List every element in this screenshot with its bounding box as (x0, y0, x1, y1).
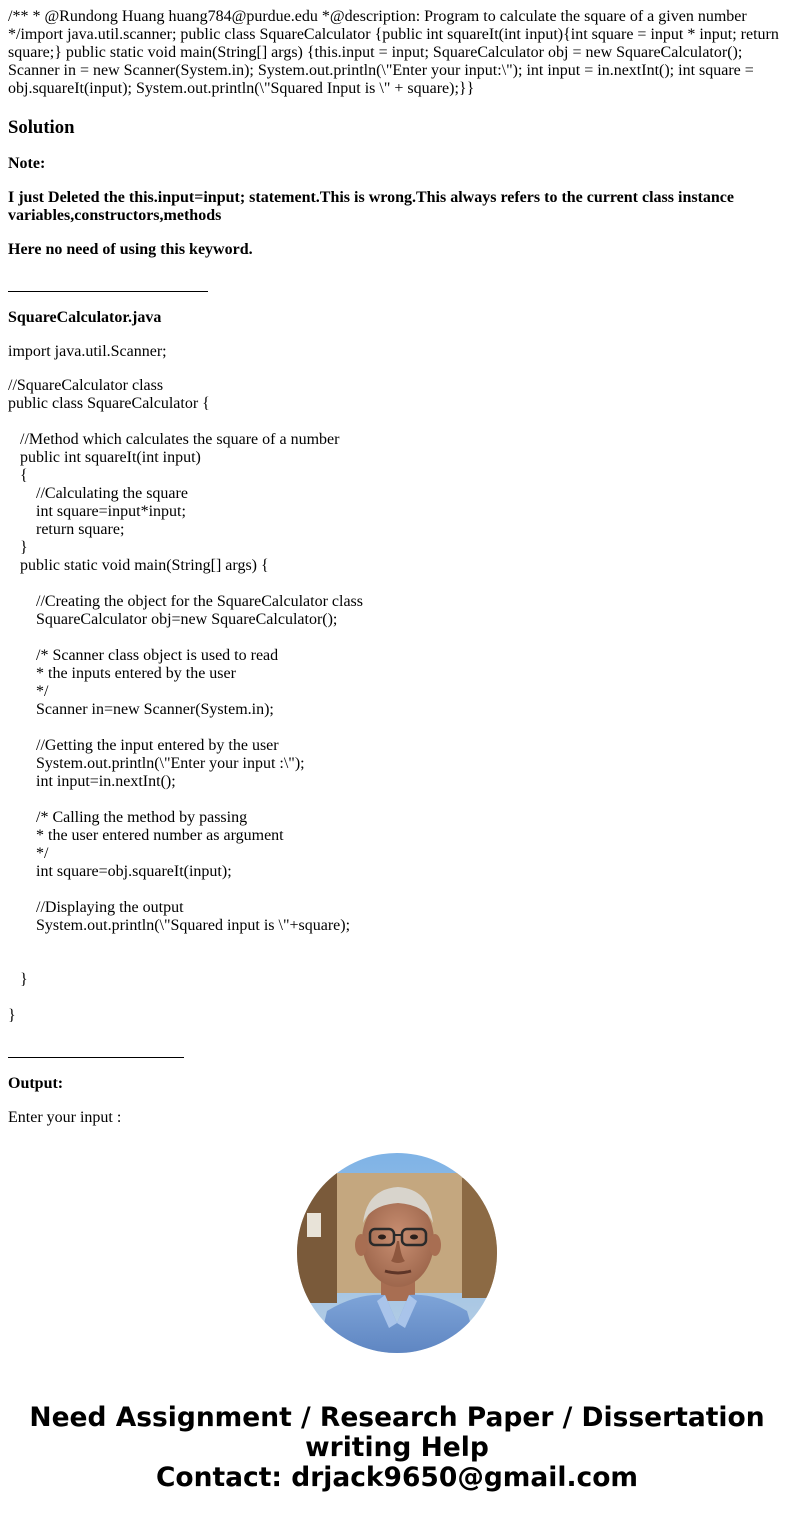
output-text: Enter your input : (8, 1109, 122, 1126)
separator-2 (8, 1041, 786, 1059)
avatar (297, 1153, 497, 1353)
separator-1 (8, 275, 786, 293)
document-content (8, 8, 786, 1127)
code-block: //SquareCalculator class public class SquareCalculator { //Method which calculates the square of a number public int squareIt(int input) { //Calculating the square int square=input*input; return square; } public static void main(String[] args) { //Creating the object for the SquareCalculator class SquareCalculator obj=new SquareCalculator(); /* Scanner class object is used to read * the inputs entered by the user */ Scanner in=new Scanner(System.in); //Getting the input entered by the user System.out.println(\"Enter your input :\"); int input=in.nextInt(); /* Calling the method by passing * the user entered number as argument */ int square=obj.squareIt(input); //Displaying the output System.out.println(\"Squared input is \"+square); } } (8, 377, 363, 1024)
import-line: import java.util.Scanner; (8, 343, 167, 360)
person-photo (297, 1153, 497, 1353)
footer-line-1: Need Assignment / Research Paper / Dissertation (29, 1402, 765, 1433)
question-text: /** * @Rundong Huang huang784@purdue.edu *@description: Program to calculate the square of a given number */import java.util.scanner; public class SquareCalculator {public int squareIt(int input){int square = input * input; return square;} public static void main(String[] args) {this.input = input; SquareCalculator obj = new SquareCalculator(); Scanner in = new Scanner(System.in); System.out.println(\"Enter your input:\"); int input = in.nextInt(); int square = obj.squareIt(input); System.out.println(\"Squared Input is \" + square);}} (8, 8, 779, 97)
footer-line-2: writing Help (305, 1432, 489, 1463)
no-need-text: Here no need of using this keyword. (8, 241, 253, 258)
solution-heading: Solution (8, 117, 75, 138)
footer-contact: Contact: drjack9650@gmail.com (155, 1462, 639, 1493)
footer-banner (0, 1403, 794, 1493)
file-name: SquareCalculator.java (8, 309, 162, 326)
note-text: I just Deleted the this.input=input; statement.This is wrong.This always refers to the current class instance variables,constructors,methods (8, 189, 735, 224)
note-label: Note: (8, 155, 46, 172)
output-label: Output: (8, 1075, 64, 1092)
